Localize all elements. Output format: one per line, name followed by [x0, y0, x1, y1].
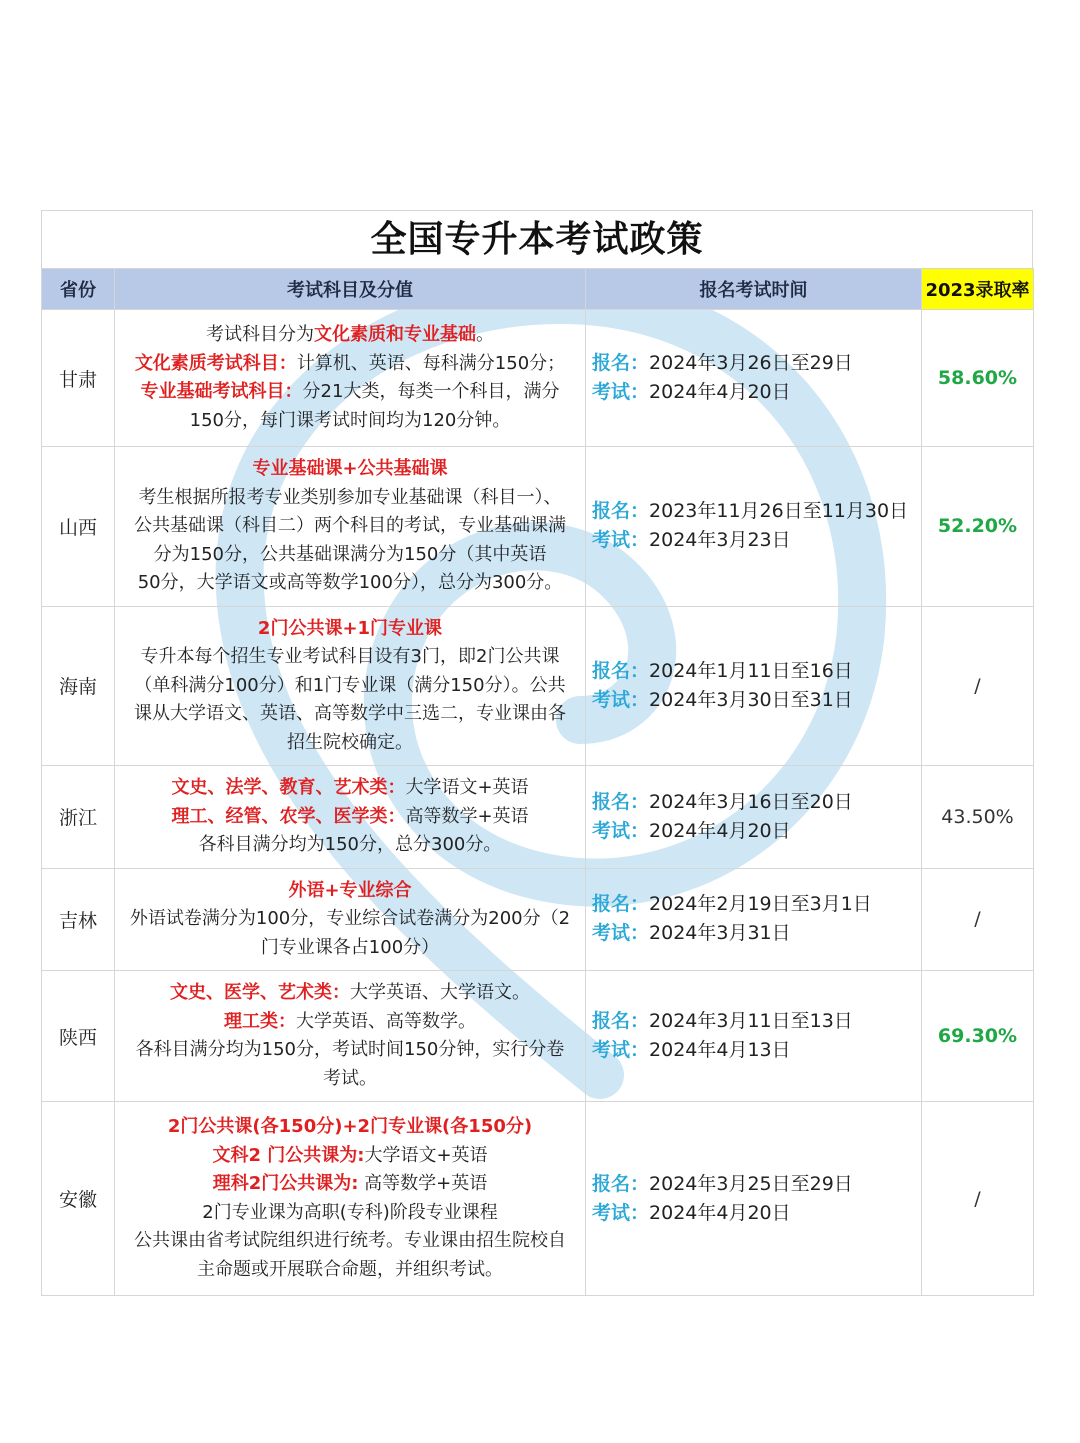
exam-line [592, 526, 921, 555]
subject-line [119, 615, 581, 644]
table-row [42, 606, 1034, 766]
body-text: 高等数学+英语 [358, 1173, 488, 1194]
subjects-cell [115, 971, 586, 1102]
subject-line [119, 1256, 581, 1285]
exam-line [592, 817, 921, 846]
highlight-text: 专业基础课+公共基础课 [252, 458, 448, 479]
exam-line [592, 919, 921, 948]
table-row [42, 310, 1034, 447]
register-date: 2024年3月26日至29日 [649, 352, 853, 374]
province-cell: 甘肃 [42, 310, 115, 447]
register-label: 报名： [592, 790, 650, 813]
rate-cell [922, 766, 1034, 869]
body-text: 大学英语、高等数学。 [296, 1010, 476, 1032]
highlight-text: 文史、医学、艺术类： [170, 982, 350, 1003]
exam-date: 2024年4月13日 [649, 1039, 791, 1061]
subjects-cell [115, 868, 586, 971]
rate-cell [922, 447, 1034, 607]
register-line [592, 349, 921, 378]
register-label: 报名： [592, 1172, 650, 1195]
subject-line [119, 905, 581, 934]
admission-rate: 58.60% [937, 367, 1018, 389]
subject-line [119, 378, 581, 407]
subject-line [119, 672, 581, 701]
province-cell: 安徽 [42, 1102, 115, 1296]
body-text: 各科目满分均为150分，总分300分。 [198, 834, 502, 855]
body-text: 考生根据所报考专业类别参加专业基础课（科目一）、 [138, 486, 562, 508]
exam-line [592, 1199, 921, 1228]
subject-line [119, 700, 581, 729]
subject-line [119, 643, 581, 672]
exam-label: 考试： [592, 688, 650, 711]
subject-line [119, 1170, 581, 1199]
page-title: 全国专升本考试政策 [41, 210, 1033, 268]
subject-line [119, 321, 581, 350]
body-text: 计算机、英语、每科满分150分； [296, 352, 566, 374]
subject-line [119, 1199, 581, 1228]
subject-line [119, 569, 581, 598]
exam-label: 考试： [592, 529, 650, 552]
body-text: 大学语文+英语 [364, 1144, 488, 1166]
body-text: 专升本每个招生专业考试科目设有3门，即2门公共课 [140, 646, 560, 667]
body-text: 2门专业课为高职(专科)阶段专业课程 [202, 1201, 498, 1223]
highlight-text: 外语+专业综合 [288, 879, 412, 901]
schedule-cell [586, 868, 922, 971]
header-rate: 2023录取率 [922, 269, 1034, 310]
policy-table [41, 268, 1034, 1296]
subject-line [119, 803, 581, 832]
rate-cell [922, 606, 1034, 766]
rate-cell [922, 310, 1034, 447]
highlight-text: 文化素质考试科目： [134, 352, 297, 374]
table-row [42, 766, 1034, 869]
body-text: 考试。 [323, 1067, 377, 1089]
schedule-cell [586, 1102, 922, 1296]
highlight-text: 2门公共课+1门专业课 [257, 617, 443, 639]
subject-line [119, 1036, 581, 1065]
exam-date: 2024年4月20日 [649, 381, 791, 403]
subject-line [119, 512, 581, 541]
subject-line [119, 831, 581, 860]
subject-line [119, 407, 581, 436]
admission-rate: 43.50% [941, 805, 1014, 828]
register-label: 报名： [592, 1010, 650, 1032]
header-subjects: 考试科目及分值 [115, 269, 586, 310]
province-cell: 陕西 [42, 971, 115, 1102]
highlight-text: 理科2门公共课为: [212, 1173, 359, 1194]
province-cell: 海南 [42, 606, 115, 766]
subject-line [119, 1142, 581, 1171]
header-row [42, 269, 1034, 310]
table-body [42, 310, 1034, 1296]
header-schedule: 报名考试时间 [586, 269, 922, 310]
register-line [592, 1170, 921, 1199]
policy-sheet [41, 210, 1033, 1296]
body-text: 主命题或开展联合命题，并组织考试。 [197, 1258, 503, 1280]
subject-line [119, 1227, 581, 1256]
subjects-cell [115, 310, 586, 447]
register-date: 2024年2月19日至3月1日 [649, 893, 872, 916]
register-date: 2024年1月11日至16日 [649, 659, 853, 682]
register-label: 报名： [592, 659, 650, 682]
subjects-cell [115, 447, 586, 607]
register-line [592, 1007, 921, 1036]
exam-label: 考试： [592, 819, 650, 842]
admission-rate: / [974, 908, 981, 931]
body-text: 分21大类，每类一个科目，满分 [302, 381, 560, 402]
admission-rate: 52.20% [937, 515, 1018, 538]
province-cell: 吉林 [42, 868, 115, 971]
highlight-text: 文史、法学、教育、艺术类： [171, 777, 406, 798]
highlight-text: 理工、经管、农学、医学类： [171, 805, 406, 827]
highlight-text: 理工类： [224, 1010, 296, 1032]
register-line [592, 788, 921, 817]
header-province: 省份 [42, 269, 115, 310]
subject-line [119, 484, 581, 513]
register-date: 2024年3月11日至13日 [649, 1010, 853, 1032]
subject-line [119, 1113, 581, 1142]
body-text: 150分，每门课考试时间均为120分钟。 [189, 409, 511, 431]
subject-line [119, 541, 581, 570]
subject-line [119, 350, 581, 379]
register-label: 报名： [592, 500, 650, 523]
subjects-cell [115, 766, 586, 869]
subject-line [119, 774, 581, 803]
body-text: 公共课由省考试院组织进行统考。专业课由招生院校自 [134, 1230, 566, 1251]
subject-line [119, 1008, 581, 1037]
rate-cell [922, 1102, 1034, 1296]
exam-line [592, 686, 921, 715]
exam-line [592, 378, 921, 407]
register-line [592, 890, 921, 919]
rate-cell [922, 868, 1034, 971]
exam-date: 2024年3月30日至31日 [649, 688, 853, 711]
subject-line [119, 934, 581, 963]
exam-label: 考试： [592, 1201, 650, 1224]
schedule-cell [586, 447, 922, 607]
subject-line [119, 979, 581, 1008]
schedule-cell [586, 310, 922, 447]
body-text: 。 [476, 324, 494, 345]
exam-label: 考试： [592, 381, 650, 403]
table-row [42, 868, 1034, 971]
body-text: 大学语文+英语 [405, 777, 529, 798]
highlight-text: 文科2 门公共课为: [212, 1144, 365, 1166]
schedule-cell [586, 971, 922, 1102]
register-date: 2024年3月16日至20日 [649, 790, 853, 813]
subject-line [119, 455, 581, 484]
table-row [42, 971, 1034, 1102]
register-line [592, 657, 921, 686]
schedule-cell [586, 766, 922, 869]
highlight-text: 文化素质和专业基础 [314, 324, 476, 345]
body-text: 50分，大学语文或高等数学100分），总分为300分。 [137, 572, 563, 593]
rate-cell [922, 971, 1034, 1102]
body-text: 分为150分，公共基础课满分为150分（其中英语 [153, 543, 547, 565]
register-line [592, 497, 921, 526]
exam-label: 考试： [592, 1039, 650, 1061]
highlight-text: 专业基础考试科目： [140, 381, 303, 402]
admission-rate: / [974, 674, 981, 697]
exam-label: 考试： [592, 922, 650, 945]
province-cell: 山西 [42, 447, 115, 607]
body-text: 招生院校确定。 [287, 731, 413, 753]
table-row [42, 1102, 1034, 1296]
subject-line [119, 1065, 581, 1094]
body-text: 公共基础课（科目二）两个科目的考试，专业基础课满 [134, 515, 566, 536]
body-text: 门专业课各占100分） [260, 936, 440, 958]
admission-rate: 69.30% [937, 1025, 1018, 1047]
body-text: 大学英语、大学语文。 [350, 982, 530, 1003]
body-text: 考试科目分为 [206, 324, 314, 345]
exam-date: 2024年3月31日 [649, 922, 791, 945]
table-row [42, 447, 1034, 607]
subjects-cell [115, 606, 586, 766]
highlight-text: 2门公共课(各150分)+2门专业课(各150分) [167, 1116, 533, 1137]
register-label: 报名： [592, 352, 650, 374]
body-text: 课从大学语文、英语、高等数学中三选二，专业课由各 [134, 703, 566, 724]
register-label: 报名： [592, 893, 650, 916]
exam-date: 2024年3月23日 [649, 529, 791, 552]
subject-line [119, 877, 581, 906]
register-date: 2023年11月26日至11月30日 [649, 500, 909, 523]
body-text: （单科满分100分）和1门专业课（满分150分）。公共 [134, 674, 566, 696]
schedule-cell [586, 606, 922, 766]
exam-line [592, 1036, 921, 1065]
exam-date: 2024年4月20日 [649, 1201, 791, 1224]
body-text: 高等数学+英语 [405, 805, 529, 827]
body-text: 外语试卷满分为100分，专业综合试卷满分为200分（2 [129, 908, 571, 929]
exam-date: 2024年4月20日 [649, 819, 791, 842]
body-text: 各科目满分均为150分，考试时间150分钟，实行分卷 [135, 1039, 565, 1060]
register-date: 2024年3月25日至29日 [649, 1172, 853, 1195]
admission-rate: / [974, 1187, 981, 1210]
subjects-cell [115, 1102, 586, 1296]
province-cell: 浙江 [42, 766, 115, 869]
subject-line [119, 729, 581, 758]
